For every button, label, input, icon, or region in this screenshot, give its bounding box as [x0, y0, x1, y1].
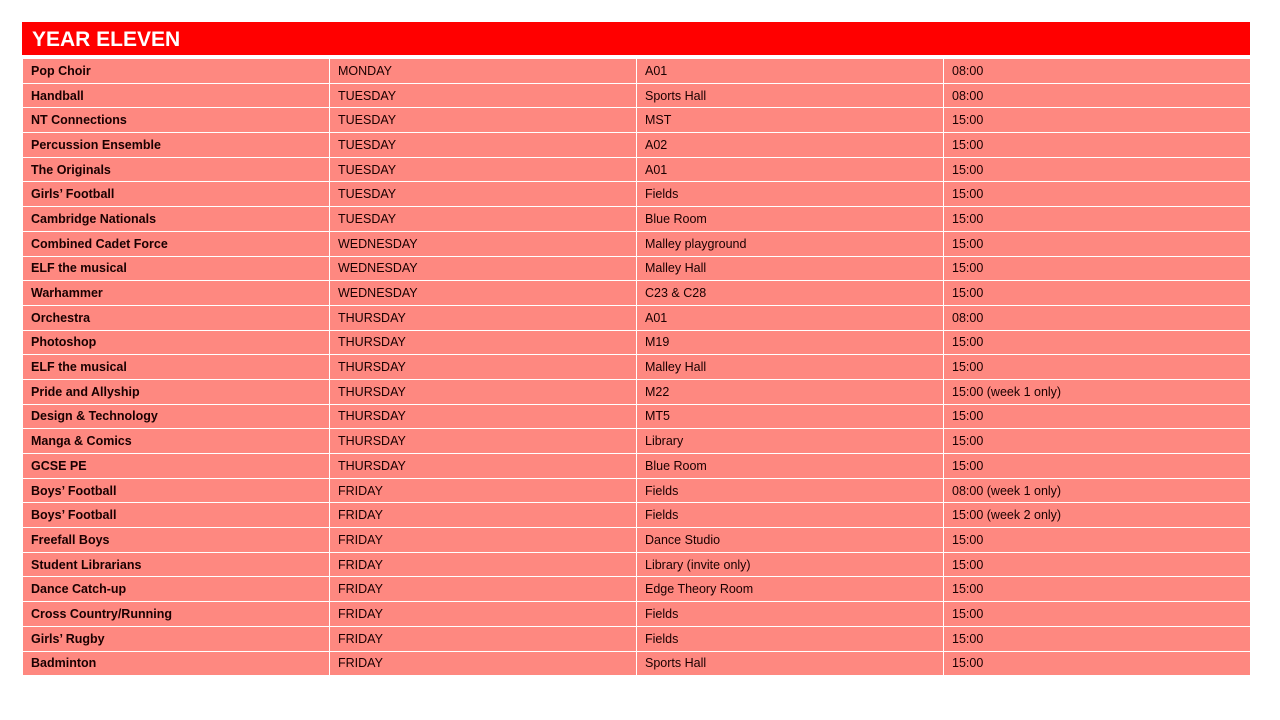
activity-cell: Badminton — [23, 651, 330, 676]
activity-cell: Warhammer — [23, 281, 330, 306]
day-cell: TUESDAY — [330, 182, 637, 207]
day-cell: THURSDAY — [330, 429, 637, 454]
table-row — [23, 552, 1251, 577]
activity-cell: Girls’ Rugby — [23, 626, 330, 651]
table-row — [23, 651, 1251, 676]
day-cell: FRIDAY — [330, 602, 637, 627]
table-row — [23, 503, 1251, 528]
day-cell: FRIDAY — [330, 626, 637, 651]
time-cell: 15:00 — [944, 108, 1251, 133]
time-cell: 15:00 — [944, 651, 1251, 676]
day-cell: FRIDAY — [330, 651, 637, 676]
time-cell: 15:00 — [944, 330, 1251, 355]
location-cell: Malley Hall — [637, 256, 944, 281]
time-cell: 15:00 — [944, 281, 1251, 306]
time-cell: 15:00 — [944, 577, 1251, 602]
activity-cell: Student Librarians — [23, 552, 330, 577]
table-row — [23, 182, 1251, 207]
activity-cell: Dance Catch-up — [23, 577, 330, 602]
table-row — [23, 59, 1251, 84]
time-cell: 15:00 — [944, 602, 1251, 627]
location-cell: Fields — [637, 478, 944, 503]
time-cell: 15:00 — [944, 182, 1251, 207]
time-cell: 15:00 (week 1 only) — [944, 379, 1251, 404]
activity-cell: ELF the musical — [23, 355, 330, 380]
table-row — [23, 404, 1251, 429]
location-cell: C23 & C28 — [637, 281, 944, 306]
table-row — [23, 528, 1251, 553]
table-row — [23, 83, 1251, 108]
table-row — [23, 379, 1251, 404]
table-row — [23, 626, 1251, 651]
location-cell: M22 — [637, 379, 944, 404]
day-cell: TUESDAY — [330, 207, 637, 232]
day-cell: THURSDAY — [330, 355, 637, 380]
time-cell: 15:00 — [944, 133, 1251, 158]
activity-cell: Boys’ Football — [23, 478, 330, 503]
location-cell: Dance Studio — [637, 528, 944, 553]
day-cell: TUESDAY — [330, 157, 637, 182]
time-cell: 15:00 — [944, 207, 1251, 232]
time-cell: 08:00 — [944, 59, 1251, 84]
time-cell: 15:00 — [944, 552, 1251, 577]
activities-table-body — [23, 59, 1251, 676]
location-cell: M19 — [637, 330, 944, 355]
location-cell: A01 — [637, 305, 944, 330]
location-cell: Sports Hall — [637, 83, 944, 108]
day-cell: MONDAY — [330, 59, 637, 84]
time-cell: 15:00 — [944, 404, 1251, 429]
time-cell: 15:00 — [944, 231, 1251, 256]
location-cell: Edge Theory Room — [637, 577, 944, 602]
activity-cell: Cambridge Nationals — [23, 207, 330, 232]
activity-cell: Combined Cadet Force — [23, 231, 330, 256]
activity-cell: Handball — [23, 83, 330, 108]
time-cell: 15:00 — [944, 157, 1251, 182]
activity-cell: GCSE PE — [23, 454, 330, 479]
activity-cell: Pride and Allyship — [23, 379, 330, 404]
table-row — [23, 577, 1251, 602]
activity-cell: Manga & Comics — [23, 429, 330, 454]
day-cell: TUESDAY — [330, 133, 637, 158]
location-cell: A01 — [637, 157, 944, 182]
time-cell: 15:00 (week 2 only) — [944, 503, 1251, 528]
location-cell: MST — [637, 108, 944, 133]
location-cell: Malley playground — [637, 231, 944, 256]
location-cell: Fields — [637, 182, 944, 207]
activity-cell: Pop Choir — [23, 59, 330, 84]
table-row — [23, 429, 1251, 454]
activity-cell: Boys’ Football — [23, 503, 330, 528]
day-cell: FRIDAY — [330, 577, 637, 602]
activity-cell: The Originals — [23, 157, 330, 182]
day-cell: WEDNESDAY — [330, 256, 637, 281]
location-cell: Fields — [637, 602, 944, 627]
table-row — [23, 231, 1251, 256]
timetable-slide — [22, 22, 1250, 676]
table-row — [23, 256, 1251, 281]
location-cell: Fields — [637, 626, 944, 651]
activity-cell: Girls’ Football — [23, 182, 330, 207]
time-cell: 08:00 — [944, 305, 1251, 330]
day-cell: FRIDAY — [330, 528, 637, 553]
time-cell: 08:00 (week 1 only) — [944, 478, 1251, 503]
day-cell: FRIDAY — [330, 503, 637, 528]
day-cell: THURSDAY — [330, 454, 637, 479]
time-cell: 15:00 — [944, 256, 1251, 281]
table-row — [23, 157, 1251, 182]
table-row — [23, 305, 1251, 330]
activity-cell: Freefall Boys — [23, 528, 330, 553]
day-cell: THURSDAY — [330, 379, 637, 404]
time-cell: 08:00 — [944, 83, 1251, 108]
day-cell: THURSDAY — [330, 330, 637, 355]
day-cell: WEDNESDAY — [330, 281, 637, 306]
day-cell: THURSDAY — [330, 404, 637, 429]
day-cell: FRIDAY — [330, 478, 637, 503]
activity-cell: Photoshop — [23, 330, 330, 355]
activity-cell: Percussion Ensemble — [23, 133, 330, 158]
location-cell: Blue Room — [637, 454, 944, 479]
location-cell: Sports Hall — [637, 651, 944, 676]
activity-cell: Orchestra — [23, 305, 330, 330]
location-cell: MT5 — [637, 404, 944, 429]
time-cell: 15:00 — [944, 454, 1251, 479]
time-cell: 15:00 — [944, 429, 1251, 454]
table-row — [23, 478, 1251, 503]
table-row — [23, 133, 1251, 158]
table-row — [23, 454, 1251, 479]
location-cell: Library (invite only) — [637, 552, 944, 577]
table-row — [23, 330, 1251, 355]
time-cell: 15:00 — [944, 626, 1251, 651]
page-title: YEAR ELEVEN — [22, 22, 1250, 58]
day-cell: TUESDAY — [330, 83, 637, 108]
day-cell: FRIDAY — [330, 552, 637, 577]
time-cell: 15:00 — [944, 528, 1251, 553]
activity-cell: NT Connections — [23, 108, 330, 133]
activity-cell: Design & Technology — [23, 404, 330, 429]
location-cell: Fields — [637, 503, 944, 528]
table-row — [23, 602, 1251, 627]
table-row — [23, 207, 1251, 232]
location-cell: A01 — [637, 59, 944, 84]
table-row — [23, 355, 1251, 380]
day-cell: TUESDAY — [330, 108, 637, 133]
day-cell: WEDNESDAY — [330, 231, 637, 256]
table-row — [23, 281, 1251, 306]
location-cell: Blue Room — [637, 207, 944, 232]
location-cell: Library — [637, 429, 944, 454]
activity-cell: Cross Country/Running — [23, 602, 330, 627]
location-cell: A02 — [637, 133, 944, 158]
day-cell: THURSDAY — [330, 305, 637, 330]
activities-table — [22, 58, 1251, 676]
location-cell: Malley Hall — [637, 355, 944, 380]
table-row — [23, 108, 1251, 133]
time-cell: 15:00 — [944, 355, 1251, 380]
activity-cell: ELF the musical — [23, 256, 330, 281]
